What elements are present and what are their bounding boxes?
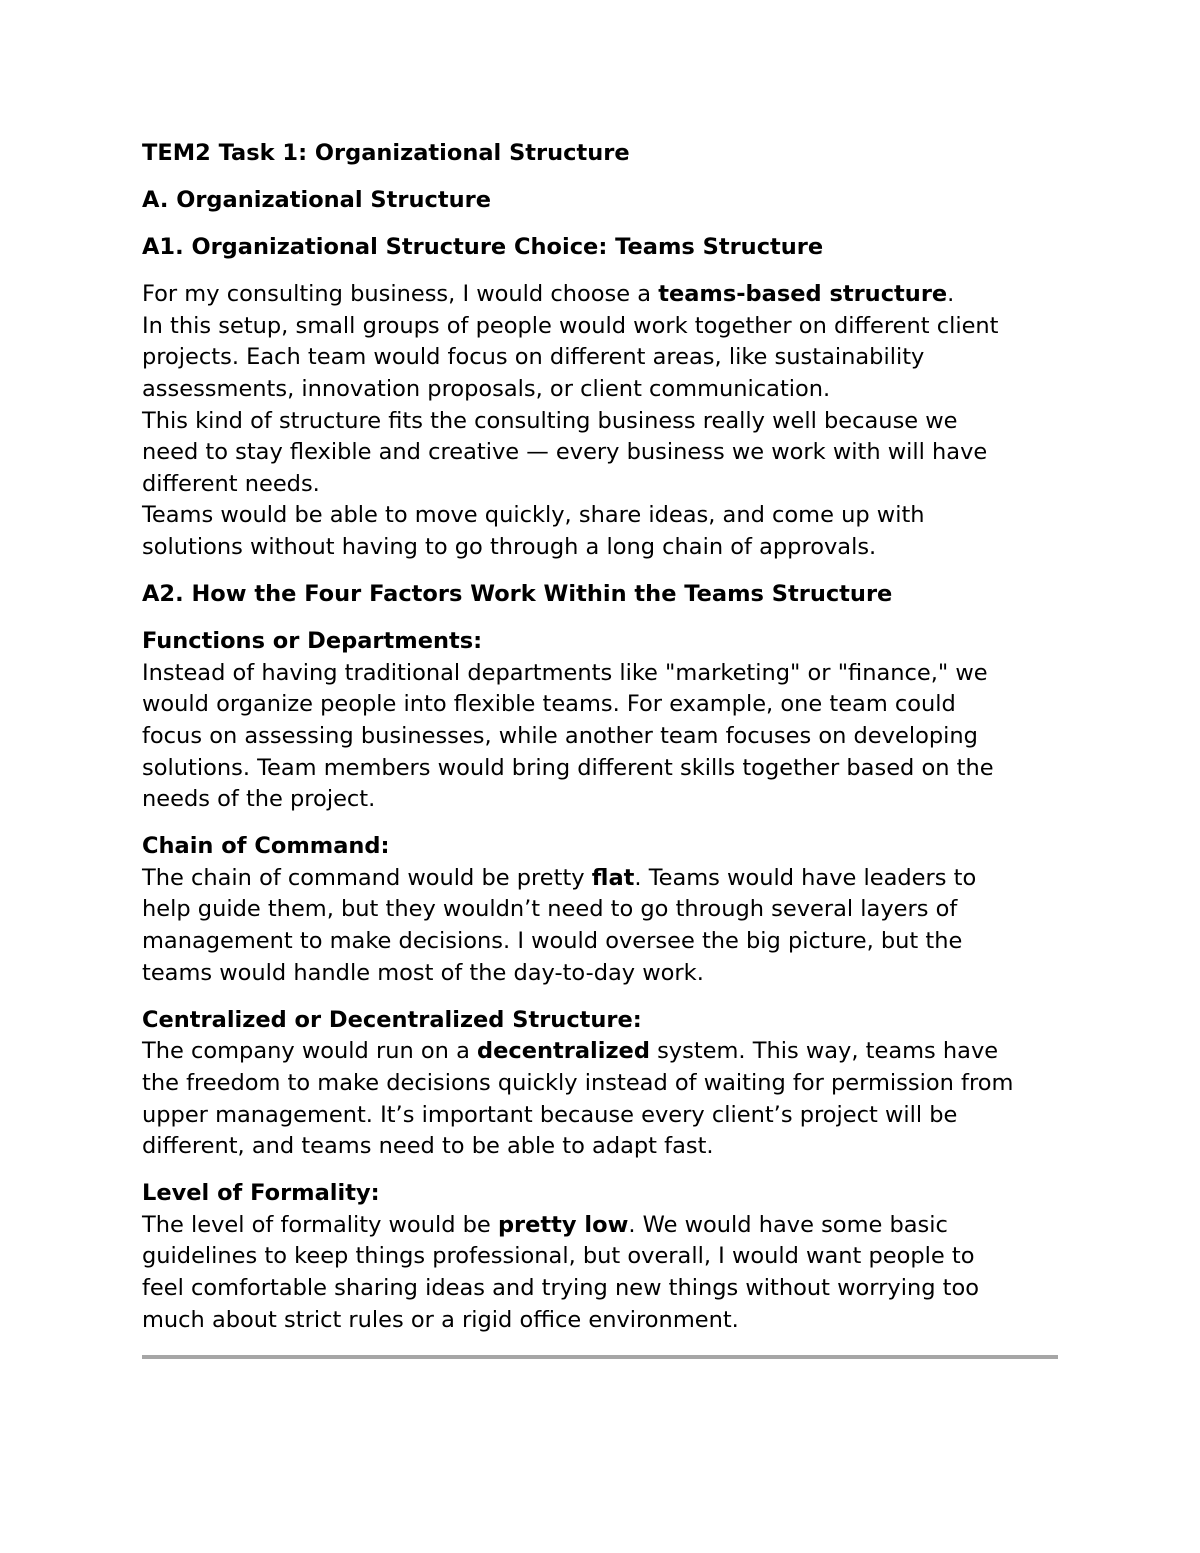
a1-p2-line: assessments, innovation proposals, or client communication.: [142, 376, 831, 403]
chain-section: [142, 831, 1062, 989]
formality-line: much about strict rules or a rigid office environment.: [142, 1306, 739, 1333]
centralized-line: upper management. It’s important because every client’s project will be: [142, 1101, 958, 1128]
centralized-text-end: system. This way, teams have: [649, 1038, 999, 1065]
formality-text: The level of formality would be: [142, 1211, 498, 1238]
centralized-heading: Centralized or Decentralized Structure:: [142, 1006, 642, 1033]
a1-intro-line: [142, 279, 1062, 311]
a1-p2-line: projects. Each team would focus on different areas, like sustainability: [142, 344, 925, 371]
section-a-heading: A. Organizational Structure: [142, 187, 491, 214]
chain-line: help guide them, but they wouldn’t need to go through several layers of: [142, 896, 958, 923]
formality-first-line: [142, 1210, 1062, 1242]
formality-bold: pretty low: [497, 1211, 629, 1238]
chain-text-end: . Teams would have leaders to: [634, 864, 977, 891]
a1-p3-line: This kind of structure fits the consulting business really well because we: [142, 407, 958, 434]
a1-p3-line: different needs.: [142, 470, 320, 497]
formality-heading: Level of Formality:: [142, 1180, 380, 1207]
chain-line: teams would handle most of the day-to-day work.: [142, 959, 704, 986]
centralized-section: [142, 1005, 1062, 1163]
a1-body: [142, 279, 1062, 563]
a1-intro-end: .: [947, 281, 955, 308]
functions-line: solutions. Team members would bring different skills together based on the: [142, 754, 994, 781]
functions-heading: Functions or Departments:: [142, 628, 483, 655]
horizontal-rule: [142, 1355, 1058, 1359]
a1-p4-line: Teams would be able to move quickly, share ideas, and come up with: [142, 502, 925, 529]
centralized-first-line: [142, 1036, 1062, 1068]
chain-text: The chain of command would be pretty: [142, 864, 592, 891]
a1-heading: A1. Organizational Structure Choice: Teams Structure: [142, 234, 824, 261]
functions-line: focus on assessing businesses, while another team focuses on developing: [142, 723, 978, 749]
a1-p4-line: solutions without having to go through a long chain of approvals.: [142, 534, 877, 561]
chain-line: management to make decisions. I would oversee the big picture, but the: [142, 928, 963, 955]
functions-line: would organize people into flexible teams. For example, one team could: [142, 691, 956, 718]
functions-line: Instead of having traditional departments like "marketing" or "finance," we: [142, 659, 988, 686]
functions-section: [142, 626, 1062, 816]
formality-line: feel comfortable sharing ideas and trying new things without worrying too: [142, 1275, 979, 1301]
document-title: TEM2 Task 1: Organizational Structure: [142, 140, 630, 166]
formality-section: [142, 1178, 1062, 1336]
formality-text-end: . We would have some basic: [628, 1211, 948, 1238]
a2-heading: A2. How the Four Factors Work Within the Teams Structure: [142, 581, 893, 608]
functions-line: needs of the project.: [142, 786, 376, 813]
formality-line: guidelines to keep things professional, but overall, I would want people to: [142, 1243, 975, 1270]
a1-intro-bold: teams-based structure: [658, 281, 948, 308]
chain-heading: Chain of Command:: [142, 833, 390, 860]
chain-first-line: [142, 863, 1062, 895]
a1-p3-line: need to stay flexible and creative — every business we work with will have: [142, 439, 988, 466]
a1-intro-text: For my consulting business, I would choose a: [142, 281, 659, 308]
document-page: [142, 138, 1062, 1336]
centralized-line: the freedom to make decisions quickly instead of waiting for permission from: [142, 1069, 1014, 1096]
centralized-line: different, and teams need to be able to adapt fast.: [142, 1133, 714, 1160]
centralized-text: The company would run on a: [142, 1038, 478, 1065]
chain-bold: flat: [591, 864, 635, 891]
a1-p2-line: In this setup, small groups of people would work together on different client: [142, 312, 999, 339]
centralized-bold: decentralized: [477, 1038, 650, 1065]
